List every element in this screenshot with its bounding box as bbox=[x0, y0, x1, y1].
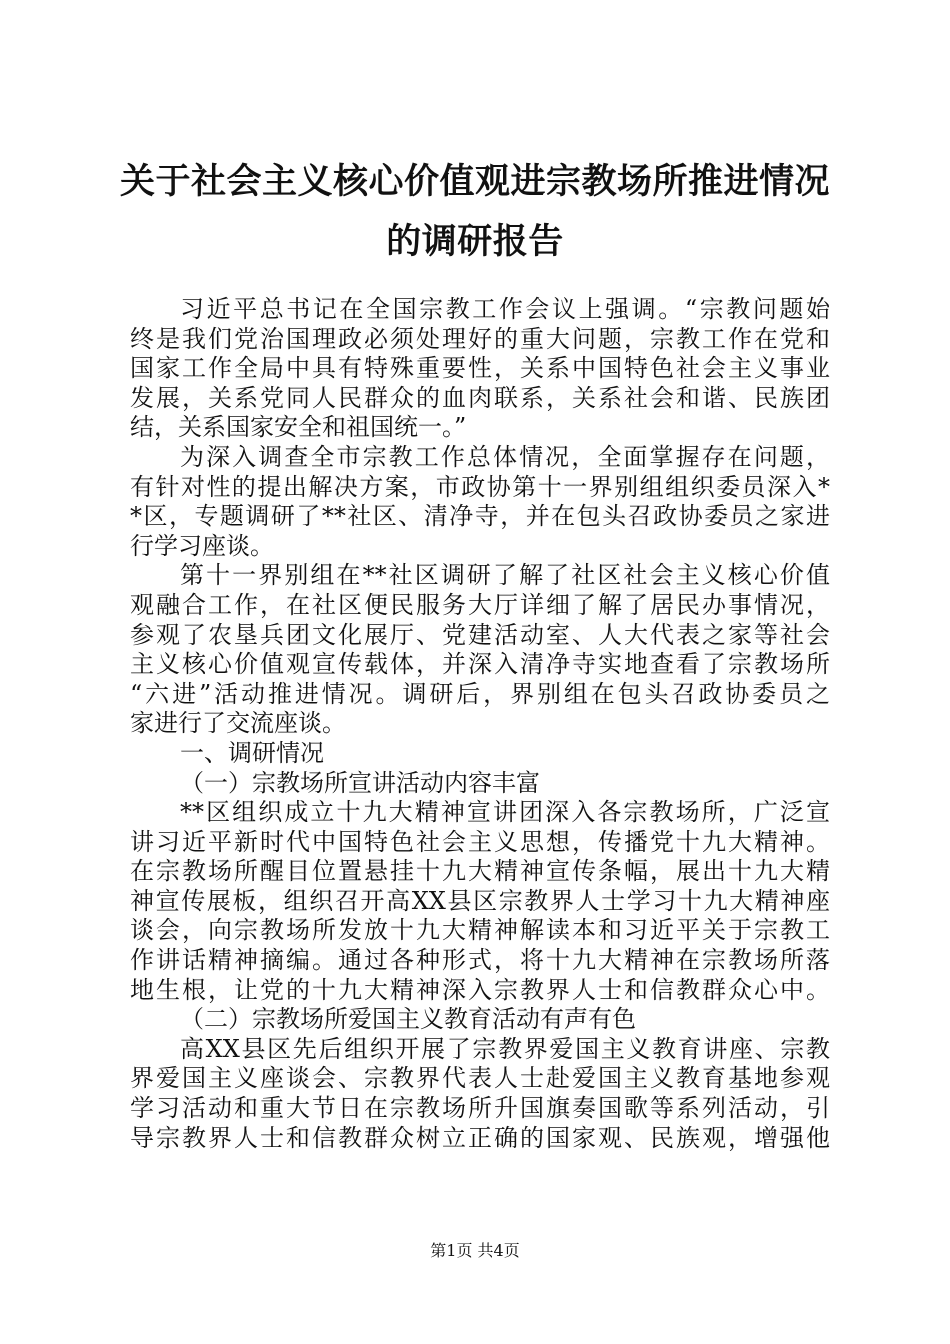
paragraph-line: 地生根，让党的十九大精神深入宗教界人士和信教群众心中。 bbox=[130, 975, 830, 1004]
paragraph-line: 第十一界别组在**社区调研了解了社区社会主义核心价值 bbox=[180, 561, 830, 590]
paragraph-line: 谈会，向宗教场所发放十九大精神解读本和习近平关于宗教工 bbox=[130, 916, 830, 945]
paragraph-line: 主义核心价值观宣传载体，并深入清净寺实地查看了宗教场所 bbox=[130, 650, 830, 679]
subsection-heading: （二）宗教场所爱国主义教育活动有声有色 bbox=[180, 1005, 636, 1034]
paragraph-line: 终是我们党治国理政必须处理好的重大问题，宗教工作在党和 bbox=[130, 324, 830, 353]
paragraph-line: 习近平总书记在全国宗教工作会议上强调。“宗教问题始 bbox=[180, 295, 830, 323]
section-heading: 一、调研情况 bbox=[180, 738, 324, 767]
paragraph-line: 国家工作全局中具有特殊重要性，关系中国特色社会主义事业 bbox=[130, 354, 830, 383]
subsection-heading: （一）宗教场所宣讲活动内容丰富 bbox=[180, 768, 540, 797]
paragraph-line: 参观了农垦兵团文化展厅、党建活动室、人大代表之家等社会 bbox=[130, 620, 830, 649]
document-body bbox=[130, 295, 830, 1153]
document-title-line-2: 的调研报告 bbox=[386, 221, 564, 262]
paragraph-line: 神宣传展板，组织召开高XX县区宗教界人士学习十九大精神座 bbox=[130, 886, 830, 915]
paragraph-line: “六进”活动推进情况。调研后，界别组在包头召政协委员之 bbox=[130, 679, 830, 708]
paragraph-line: 观融合工作，在社区便民服务大厅详细了解了居民办事情况， bbox=[130, 590, 830, 619]
document-title-line-1: 关于社会主义核心价值观进宗教场所推进情况 bbox=[120, 161, 831, 202]
paragraph-line: 界爱国主义座谈会、宗教界代表人士赴爱国主义教育基地参观 bbox=[130, 1064, 830, 1093]
paragraph-line: 学习活动和重大节日在宗教场所升国旗奏国歌等系列活动，引 bbox=[130, 1094, 830, 1123]
paragraph-line: 为深入调查全市宗教工作总体情况，全面掌握存在问题， bbox=[180, 442, 830, 471]
paragraph-line: 在宗教场所醒目位置悬挂十九大精神宣传条幅，展出十九大精 bbox=[130, 857, 830, 886]
paragraph-line: 家进行了交流座谈。 bbox=[130, 709, 346, 738]
paragraph-line: 发展，关系党同人民群众的血肉联系，关系社会和谐、民族团 bbox=[130, 383, 830, 412]
paragraph-line: 作讲话精神摘编。通过各种形式，将十九大精神在宗教场所落 bbox=[130, 946, 830, 975]
paragraph-line: 高XX县区先后组织开展了宗教界爱国主义教育讲座、宗教 bbox=[180, 1034, 830, 1063]
paragraph-line: 行学习座谈。 bbox=[130, 531, 274, 560]
paragraph-line: 导宗教界人士和信教群众树立正确的国家观、民族观，增强他 bbox=[130, 1123, 830, 1152]
paragraph-line: *区，专题调研了**社区、清净寺，并在包头召政协委员之家进 bbox=[130, 502, 830, 531]
paragraph-line: 结，关系国家安全和祖国统一。” bbox=[130, 413, 467, 442]
paragraph-line: 讲习近平新时代中国特色社会主义思想，传播党十九大精神。 bbox=[130, 827, 830, 856]
page-footer: 第1页 共4页 bbox=[430, 1241, 520, 1260]
paragraph-line: **区组织成立十九大精神宣讲团深入各宗教场所，广泛宣 bbox=[180, 798, 830, 827]
paragraph-line: 有针对性的提出解决方案，市政协第十一界别组组织委员深入* bbox=[130, 472, 830, 501]
